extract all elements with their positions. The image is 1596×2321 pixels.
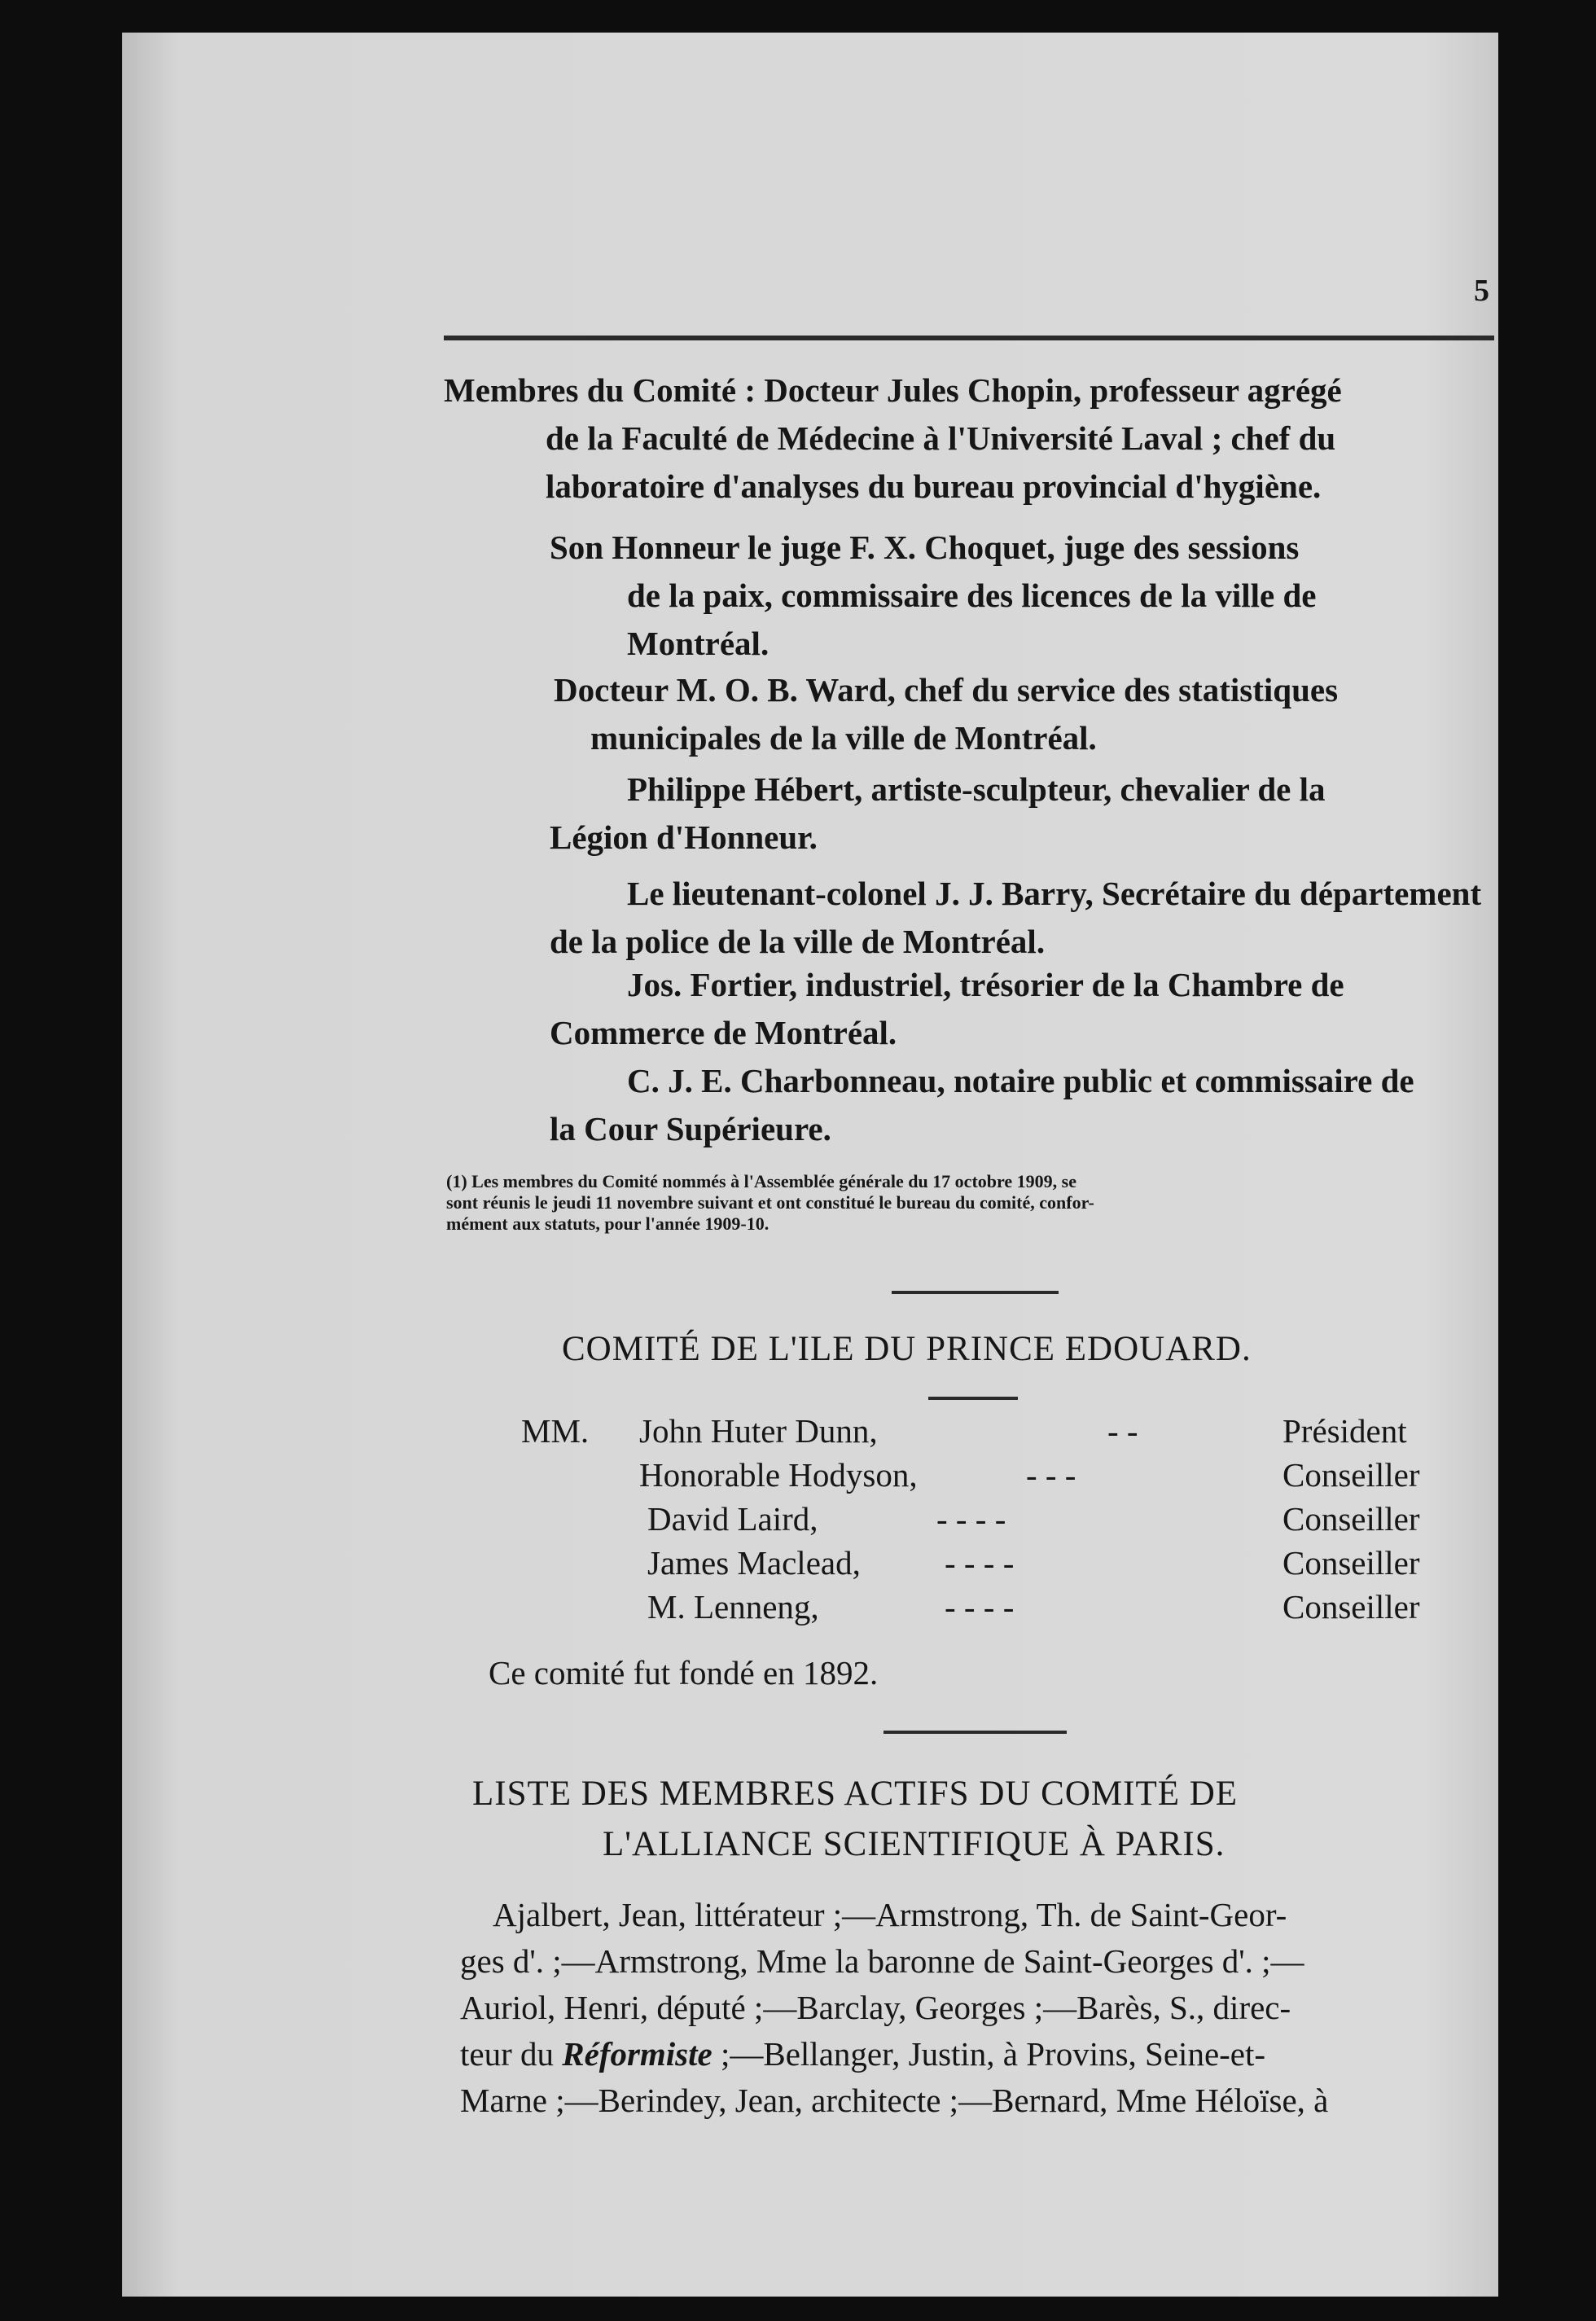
member-entry-hebert bbox=[550, 766, 1502, 862]
text-line bbox=[460, 2031, 1527, 2077]
leader-dashes: - - - - bbox=[945, 1544, 1015, 1582]
text-line: laboratoire d'analyses du bureau provincial d'hygiène. bbox=[546, 467, 1322, 505]
leader-dashes: - - - bbox=[1026, 1456, 1076, 1494]
text-line: Jos. Fortier, industriel, trésorier de la Chambre de bbox=[627, 966, 1344, 1003]
member-role: Conseiller bbox=[1282, 1456, 1420, 1494]
member-name: John Huter Dunn, bbox=[639, 1412, 878, 1450]
text-line: municipales de la ville de Montréal. bbox=[590, 719, 1097, 757]
member-role: Conseiller bbox=[1282, 1588, 1420, 1626]
text-line: Auriol, Henri, député ;—Barclay, Georges ;—Barès, S., direc- bbox=[460, 1989, 1291, 2026]
founding-note: Ce comité fut fondé en 1892. bbox=[489, 1654, 879, 1691]
text-line: Son Honneur le juge F. X. Choquet, juge des sessions bbox=[550, 529, 1300, 566]
section-rule bbox=[884, 1731, 1067, 1734]
honorific-prefix: MM. bbox=[521, 1412, 590, 1450]
footnote bbox=[446, 1171, 1505, 1235]
member-entry-fortier bbox=[550, 961, 1502, 1057]
journal-title: Réformiste bbox=[562, 2035, 712, 2073]
active-members-heading-line2: L'ALLIANCE SCIENTIFIQUE À PARIS. bbox=[603, 1825, 1226, 1863]
text-line: Ajalbert, Jean, littérateur ;—Armstrong, Th. de Saint-Geor- bbox=[493, 1896, 1287, 1933]
table-row bbox=[521, 1453, 1531, 1497]
table-row bbox=[521, 1541, 1531, 1585]
header-rule bbox=[444, 336, 1494, 340]
footnote-line: mément aux statuts, pour l'année 1909-10. bbox=[446, 1213, 770, 1234]
table-row bbox=[521, 1585, 1531, 1629]
active-members-heading-line1: LISTE DES MEMBRES ACTIFS DU COMITÉ DE bbox=[472, 1775, 1239, 1813]
text-line: Commerce de Montréal. bbox=[550, 1014, 897, 1051]
text-line: Marne ;—Berindey, Jean, architecte ;—Bernard, Mme Héloïse, à bbox=[460, 2082, 1329, 2119]
text-line: de la paix, commissaire des licences de la ville de bbox=[627, 577, 1317, 614]
text-line: la Cour Supérieure. bbox=[550, 1110, 831, 1147]
text-line: Légion d'Honneur. bbox=[550, 818, 818, 856]
text-line: Docteur M. O. B. Ward, chef du service des statistiques bbox=[554, 671, 1339, 709]
pei-committee-heading: COMITÉ DE L'ILE DU PRINCE EDOUARD. bbox=[562, 1330, 1252, 1368]
member-name: Honorable Hodyson, bbox=[639, 1456, 918, 1494]
table-row bbox=[521, 1497, 1531, 1541]
leader-dashes: - - bbox=[1107, 1412, 1138, 1450]
footnote-line: (1) Les membres du Comité nommés à l'Assemblée générale du 17 octobre 1909, se bbox=[446, 1171, 1076, 1191]
text-line: Philippe Hébert, artiste-sculpteur, chevalier de la bbox=[627, 770, 1326, 808]
leader-dashes: - - - - bbox=[936, 1500, 1006, 1538]
text-line: Le lieutenant-colonel J. J. Barry, Secrétaire du département bbox=[627, 875, 1482, 912]
member-role: Président bbox=[1282, 1412, 1407, 1450]
text-line: de la Faculté de Médecine à l'Université Laval ; chef du bbox=[546, 419, 1336, 457]
section-rule bbox=[892, 1291, 1059, 1294]
member-role: Conseiller bbox=[1282, 1500, 1420, 1538]
footnote-line: sont réunis le jeudi 11 novembre suivant et ont constitué le bureau du comité, confor- bbox=[446, 1192, 1094, 1213]
leader-dashes: - - - - bbox=[945, 1588, 1015, 1626]
section-rule bbox=[928, 1397, 1018, 1400]
text-line: Membres du Comité : Docteur Jules Chopin, professeur agrégé bbox=[444, 371, 1342, 409]
member-name: David Laird, bbox=[647, 1500, 818, 1538]
book-page bbox=[122, 33, 1498, 2297]
member-name: M. Lenneng, bbox=[647, 1588, 819, 1626]
member-entry-charbonneau bbox=[550, 1057, 1502, 1153]
member-entry-ward bbox=[554, 666, 1506, 762]
text-fragment: ;—Bellanger, Justin, à Provins, Seine-et- bbox=[712, 2035, 1266, 2073]
text-line: C. J. E. Charbonneau, notaire public et commissaire de bbox=[627, 1062, 1414, 1099]
committee-intro bbox=[444, 366, 1502, 511]
member-entry-choquet bbox=[550, 524, 1502, 668]
active-members-list bbox=[460, 1892, 1527, 2124]
page-number: 5 bbox=[1474, 274, 1489, 308]
text-fragment: teur du bbox=[460, 2035, 563, 2073]
member-role: Conseiller bbox=[1282, 1544, 1420, 1582]
text-line: ges d'. ;—Armstrong, Mme la baronne de Saint-Georges d'. ;— bbox=[460, 1942, 1304, 1980]
text-line: Montréal. bbox=[627, 625, 770, 662]
member-entry-barry bbox=[550, 870, 1502, 966]
text-line: de la police de la ville de Montréal. bbox=[550, 923, 1046, 960]
pei-committee-table bbox=[521, 1409, 1531, 1629]
table-row bbox=[521, 1409, 1531, 1453]
member-name: James Maclead, bbox=[647, 1544, 861, 1582]
